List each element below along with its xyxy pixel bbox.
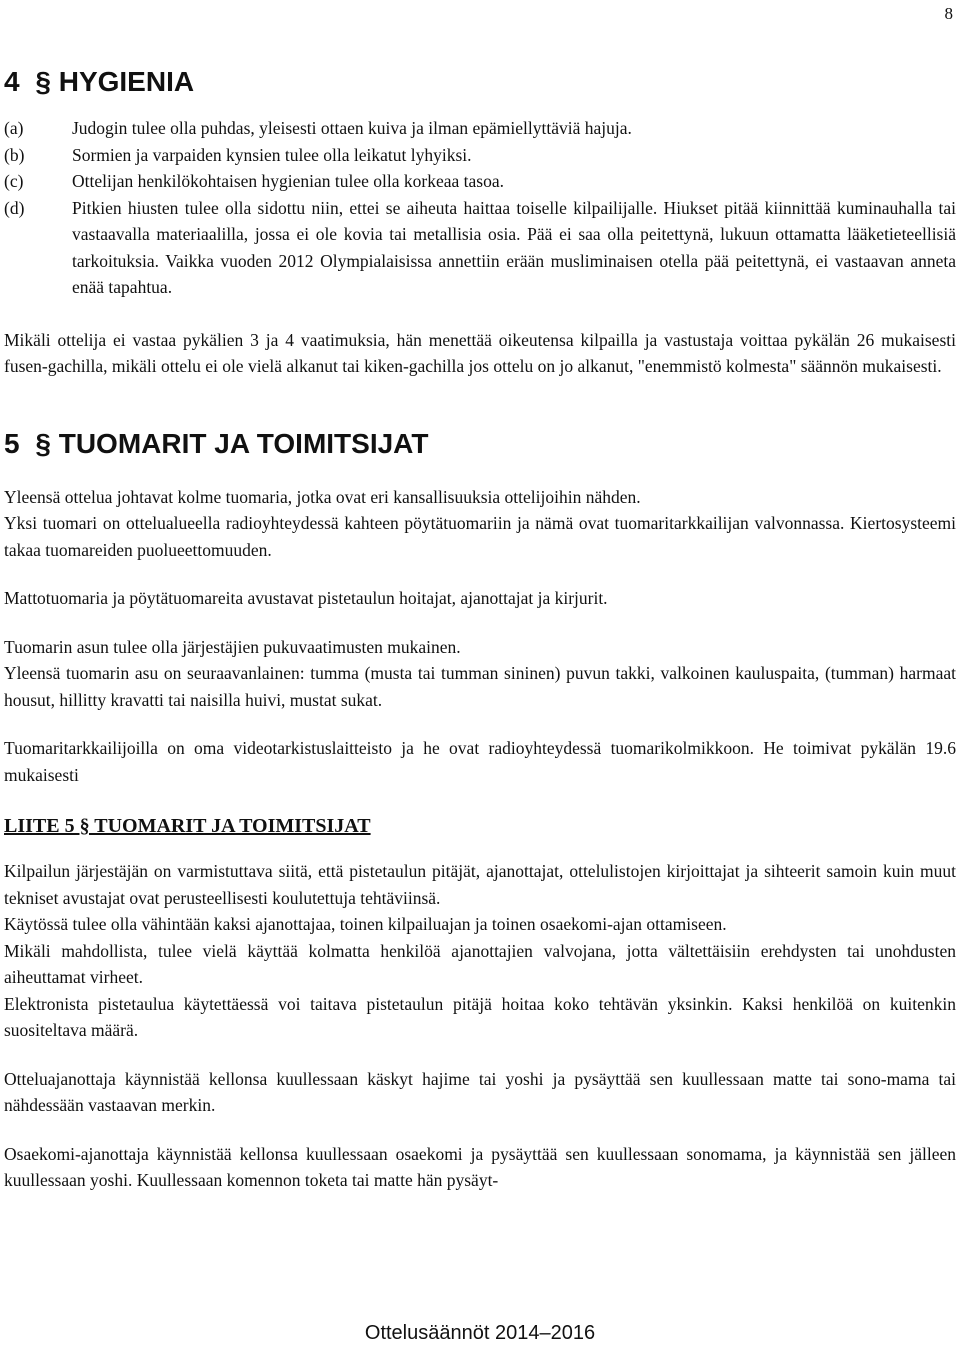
section-5-paragraph: Yleensä ottelua johtavat kolme tuomaria, jotka ovat eri kansallisuuksia ottelijoihin nähden. bbox=[4, 486, 641, 507]
item-label: (a) bbox=[4, 118, 24, 138]
spacer bbox=[4, 563, 956, 585]
spacer bbox=[4, 713, 956, 735]
appendix-paragraph: Osaekomi-ajanottaja käynnistää kellonsa kuullessaan osaekomi ja pysäyttää sen kuullessaan sonomama, ja käynnistää sen jälleen kuullessaan yoshi. Kuullessaan komennon toketa tai matte hän pysäyt- bbox=[4, 1143, 956, 1190]
section-5-paragraph: Mattotuomaria ja pöytätuomareita avustavat pistetaulun hoitajat, ajanottajat ja kirjurit. bbox=[4, 588, 608, 608]
document-body bbox=[4, 62, 956, 1194]
spacer bbox=[4, 788, 956, 812]
page-footer: Ottelusäännöt 2014–2016 bbox=[364, 1322, 596, 1344]
list-item bbox=[4, 195, 956, 301]
section-4-heading bbox=[4, 62, 956, 102]
section-5-paragraph: Tuomaritarkkailijoilla on oma videotarkistuslaitteisto ja he ovat radioyhteydessä tuomarikolmikkoon. He toimivat pykälän 19.6 mukaisesti bbox=[4, 738, 956, 785]
section-5-paragraph: Yleensä tuomarin asu on seuraavanlainen: tumma (musta tai tumman sininen) puvun takki, valkoinen kauluspaita, (tumman) harmaat housut, hillitty kravatti tai naisilla huivi, mustat sukat. bbox=[4, 663, 956, 710]
section-4-number: 4 bbox=[4, 66, 20, 97]
appendix-paragraph: Käytössä tulee olla vähintään kaksi ajanottajaa, toinen kilpailuajan ja toinen osaekomi-ajan ottamiseen. bbox=[4, 914, 727, 934]
item-text: Judogin tulee olla puhdas, yleisesti ottaen kuiva ja ilman epämiellyttäviä hajuja. bbox=[72, 118, 632, 138]
section-4-title: HYGIENIA bbox=[58, 66, 195, 97]
spacer bbox=[4, 380, 956, 424]
spacer bbox=[4, 301, 956, 327]
spacer bbox=[4, 840, 956, 858]
item-text: Sormien ja varpaiden kynsien tulee olla leikatut lyhyiksi. bbox=[72, 144, 472, 165]
section-5-heading bbox=[4, 424, 956, 464]
appendix-paragraph: Mikäli mahdollista, tulee vielä käyttää kolmatta henkilöä ajanottajien valvojana, jotta vältettäisiin erehdysten tai unohdusten aiheuttamat virheet. bbox=[4, 940, 956, 987]
spacer bbox=[4, 1119, 956, 1141]
section-5-number: 5 bbox=[4, 427, 20, 459]
spacer bbox=[4, 464, 956, 484]
spacer bbox=[4, 1044, 956, 1066]
item-label: (c) bbox=[4, 171, 24, 191]
list-item bbox=[4, 168, 956, 195]
section-4-paragraph: Mikäli ottelija ei vastaa pykälien 3 ja 4 vaatimuksia, hän menettää oikeutensa kilpailla ja vastustaja voittaa pykälän 26 mukaisesti fusen-gachilla, mikäli ottelu ei ole vielä alkanut tai kiken-gachilla jos ottelu on jo alkanut, "enemmistö kolmesta" säännön mukaisesti. bbox=[4, 329, 956, 376]
appendix-paragraph: Otteluajanottaja käynnistää kellonsa kuullessaan käskyt hajime tai yoshi ja pysäyttää sen kuullessaan matte tai sono-mama tai nähdessään vastaavan merkin. bbox=[4, 1068, 956, 1115]
section-5-paragraph: Yksi tuomari on ottelualueella radioyhteydessä kahteen pöytätuomariin ja nämä ovat tuomaritarkkailijan valvonnassa. Kiertosysteemi takaa tuomareiden puolueettomuuden. bbox=[4, 513, 956, 560]
list-item bbox=[4, 115, 956, 142]
item-text: Pitkien hiusten tulee olla sidottu niin, ettei se aiheuta haittaa toiselle kilpailijalle. Hiukset pitää kiinnittää kuminauhalla tai vastaavalla materiaalilla, jossa ei ole kovia tai metallisia osia. Pää ei saa olla peitettynä, lukuun ottamatta lääketieteellisiä tarkoituksia. Vaikka vuoden 2012 Olympialaisissa annettiin erään musliminaisen otella pää peitettynä, ei vastaavan anneta enää tapahtua. bbox=[72, 197, 956, 297]
section-5-paragraph: Tuomarin asun tulee olla järjestäjien pukuvaatimusten mukainen. bbox=[4, 636, 461, 657]
appendix-paragraph: Kilpailun järjestäjän on varmistuttava siitä, että pistetaulun pitäjät, ajanottajat, ottelulistojen kirjoittajat ja sihteerit samoin kuin muut tekniset avustajat ovat perusteellisesti koulutettuja tehtäviinsä. bbox=[4, 861, 956, 908]
item-text: Ottelijan henkilökohtaisen hygienian tulee olla korkeaa tasoa. bbox=[72, 171, 505, 191]
hygiene-rule-list bbox=[4, 115, 956, 301]
section-sign: § bbox=[35, 427, 51, 459]
list-item bbox=[4, 142, 956, 169]
spacer bbox=[4, 612, 956, 634]
item-label: (d) bbox=[4, 197, 25, 218]
section-sign: § bbox=[35, 66, 51, 97]
section-5-title: TUOMARIT JA TOIMITSIJAT bbox=[58, 427, 429, 459]
page-number: 8 bbox=[944, 4, 953, 23]
appendix-title: LIITE 5 § TUOMARIT JA TOIMITSIJAT bbox=[4, 815, 371, 837]
item-label: (b) bbox=[4, 144, 25, 165]
appendix-paragraph: Elektronista pistetaulua käytettäessä voi taitava pistetaulun pitäjä hoitaa koko tehtävän yksinkin. Kaksi henkilöä on kuitenkin suositeltava määrä. bbox=[4, 993, 956, 1040]
